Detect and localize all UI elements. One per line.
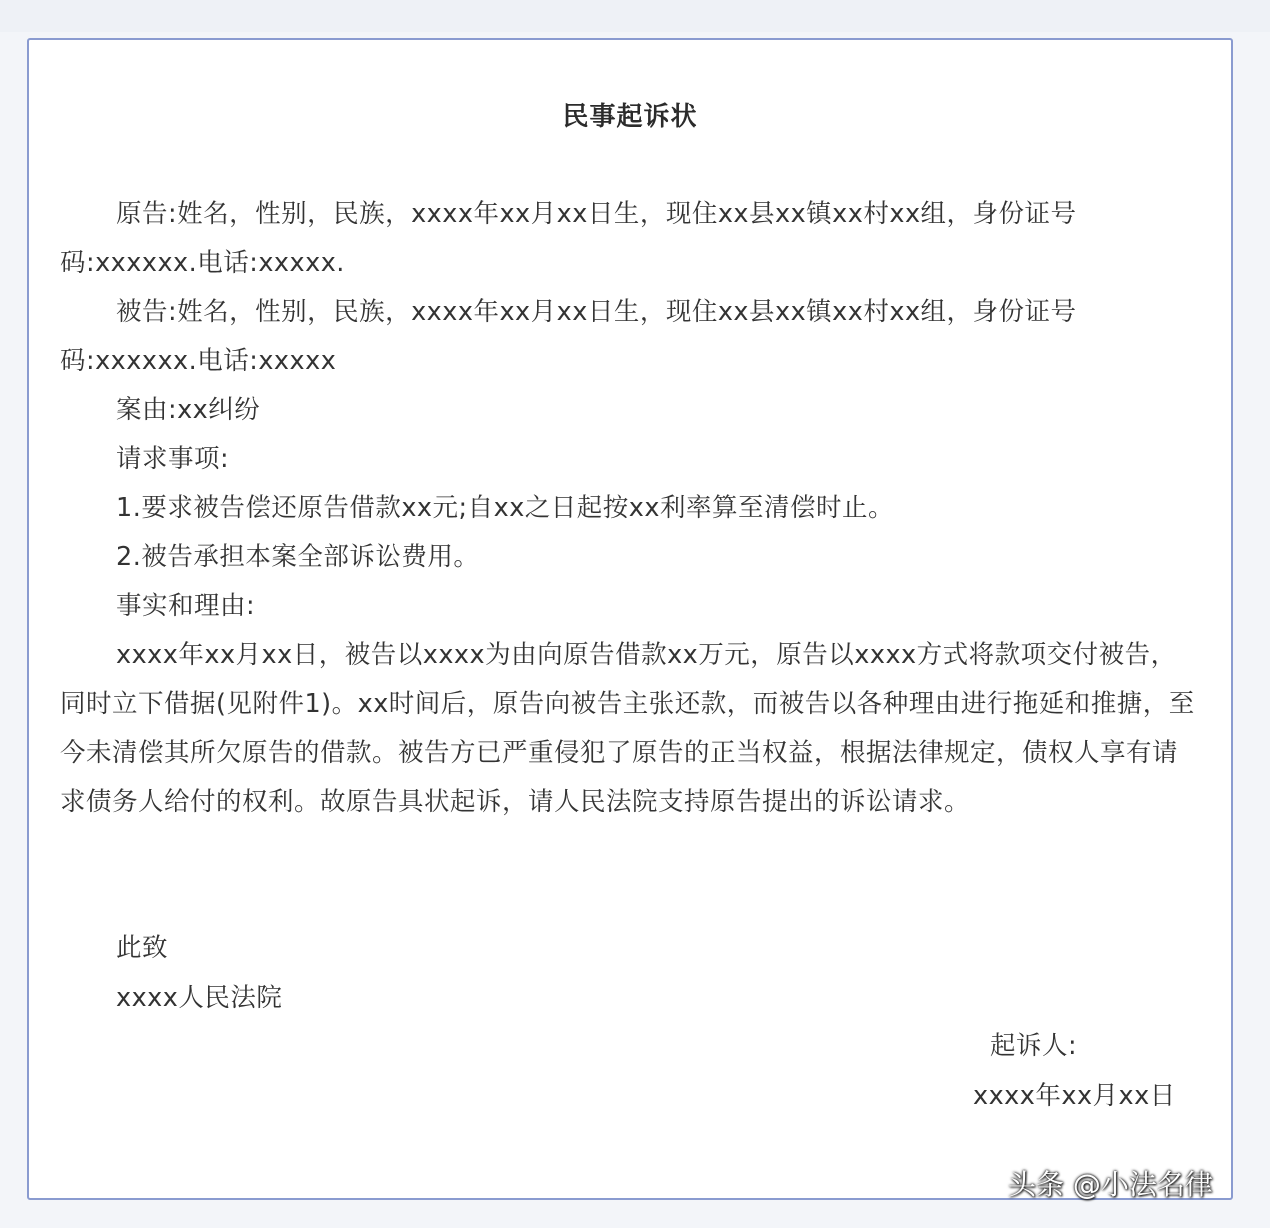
claim-item: 2.被告承担本案全部诉讼费用。 [116, 542, 480, 572]
document-body [60, 190, 1200, 827]
plaintiff-paragraph: 原告:姓名，性别，民族，xxxx年xx月xx日生，现住xx县xx镇xx村xx组，身份证号码:xxxxxx.电话:xxxxx. [60, 199, 1077, 278]
defendant-paragraph: 被告:姓名，性别，民族，xxxx年xx月xx日生，现住xx县xx镇xx村xx组，身份证号码:xxxxxx.电话:xxxxx [60, 297, 1077, 376]
court-name: xxxx人民法院 [116, 983, 283, 1013]
claim-item: 1.要求被告偿还原告借款xx元;自xx之日起按xx利率算至清偿时止。 [116, 493, 894, 523]
closing-line: 此致 [116, 933, 169, 963]
facts-heading: 事实和理由: [116, 591, 256, 621]
claims-heading: 请求事项: [116, 444, 230, 474]
document-title: 民事起诉状 [562, 102, 698, 132]
watermark: 头条 @小法名律 [1008, 1168, 1213, 1201]
top-band [0, 0, 1270, 32]
cause-line: 案由:xx纠纷 [116, 395, 261, 425]
signer-label: 起诉人: [990, 1031, 1078, 1061]
signature-date: xxxx年xx月xx日 [973, 1081, 1176, 1111]
facts-paragraph: xxxx年xx月xx日，被告以xxxx为由向原告借款xx万元，原告以xxxx方式将款项交付被告，同时立下借据(见附件1)。xx时间后，原告向被告主张还款，而被告以各种理由进行拖延和推搪，至今未清偿其所欠原告的借款。被告方已严重侵犯了原告的正当权益，根据法律规定，债权人享有请求债务人给付的权利。故原告具状起诉，请人民法院支持原告提出的诉讼请求。 [60, 640, 1195, 817]
